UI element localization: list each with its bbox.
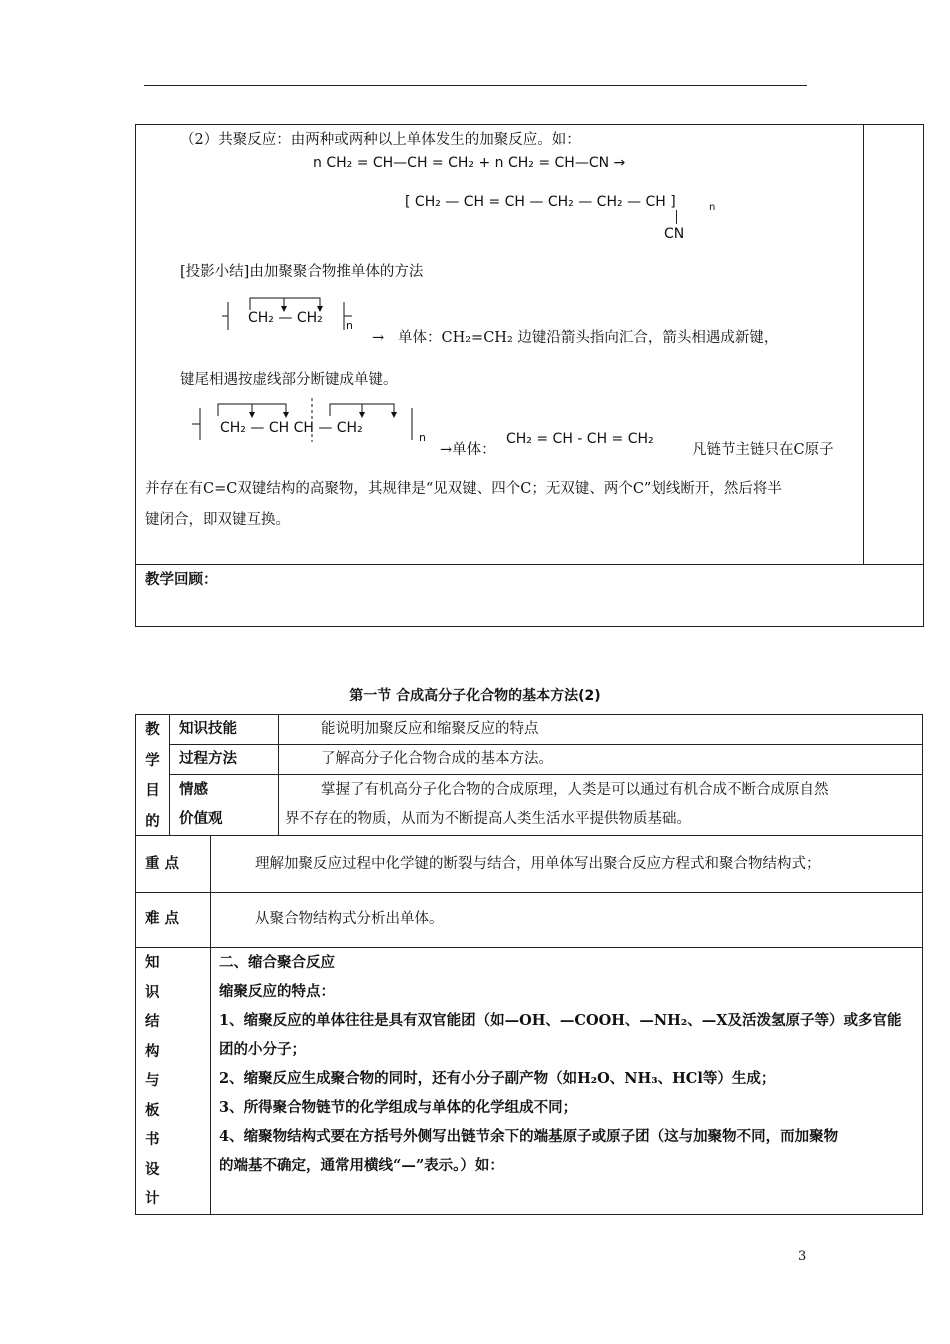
monomer-2-formula: CH₂ = CH - CH = CH₂ xyxy=(506,431,654,447)
content-line-3: 1、缩聚反应的单体往往是具有双官能团（如—OH、—COOH、—NH₂、—X及活泼氢原子等）或多官能 xyxy=(219,1012,902,1029)
key-text: 理解加聚反应过程中化学键的断裂与结合，用单体写出聚合反应方程式和聚合物结构式； xyxy=(255,856,821,872)
polybutadiene-formula: CH₂ — CH CH — CH₂ xyxy=(220,420,363,436)
knowledge-label: 知识技能 xyxy=(179,720,237,737)
key-label: 重 点 xyxy=(145,855,180,872)
content-line-7: 4、缩聚物结构式要在方括号外侧写出链节余下的端基原子或原子团（这与加聚物不同，而加聚物 xyxy=(219,1128,839,1145)
rule-line-1: 并存在有C=C双键结构的高聚物，其规律是“见双键、四个C；无双键、两个C”划线断开，然后将半 xyxy=(145,481,782,497)
content-line-4: 团的小分子； xyxy=(219,1041,306,1058)
emotion-label-2: 价值观 xyxy=(179,810,223,827)
content-line-2: 缩聚反应的特点： xyxy=(219,983,335,1000)
arrow-1: → xyxy=(372,330,385,346)
top-table-divider-v xyxy=(863,124,864,564)
monomer-1-continuation: 键尾相遇按虚线部分断键成单键。 xyxy=(180,372,398,388)
polyethylene-subscript: n xyxy=(346,319,353,332)
knowledge-text: 能说明加聚反应和缩聚反应的特点 xyxy=(321,721,539,737)
lesson-title: 第一节 合成高分子化合物的基本方法(2) xyxy=(349,688,601,704)
monomer-2-label: →单体： xyxy=(440,442,496,458)
page-number: 3 xyxy=(798,1249,807,1264)
process-label: 过程方法 xyxy=(179,750,237,767)
emotion-text-1: 掌握了有机高分子化合物的合成原理，人类是可以通过有机合成不断合成原自然 xyxy=(321,782,829,798)
copoly-product: [ CH₂ — CH = CH — CH₂ — CH₂ — CH ] xyxy=(405,194,676,210)
copoly-branch-cn: CN xyxy=(664,226,685,242)
difficulty-label-cell xyxy=(135,892,211,948)
knowledge-text-cell xyxy=(278,714,923,745)
process-label-cell xyxy=(169,744,279,775)
emotion-label-1: 情感 xyxy=(179,781,208,798)
review-label: 教学回顾： xyxy=(145,571,218,588)
copoly-equation: n CH₂ = CH—CH = CH₂ + n CH₂ = CH—CN → xyxy=(313,155,626,171)
difficulty-label: 难 点 xyxy=(145,910,180,927)
content-line-1: 二、缩合聚合反应 xyxy=(219,954,335,971)
difficulty-text: 从聚合物结构式分析出单体。 xyxy=(255,911,444,927)
structure-content-cell xyxy=(210,947,923,1215)
polybutadiene-subscript: n xyxy=(419,431,426,444)
structure-label: 知 识 结 构 与 板 书 设 计 xyxy=(135,947,211,1215)
content-line-8: 的端基不确定，通常用横线“—”表示。）如： xyxy=(219,1157,504,1174)
process-text: 了解高分子化合物合成的基本方法。 xyxy=(321,751,553,767)
copoly-product-subscript: n xyxy=(709,202,716,213)
monomer-1-text: 单体：CH₂=CH₂ 边键沿箭头指向汇合，箭头相遇成新键， xyxy=(398,330,779,346)
emotion-label-cell xyxy=(169,774,279,836)
header-rule xyxy=(144,85,807,86)
content-line-5: 2、缩聚反应生成聚合物的同时，还有小分子副产物（如H₂O、NH₃、HCl等）生成； xyxy=(219,1070,776,1087)
knowledge-label-cell xyxy=(169,714,279,745)
copoly-intro: （2）共聚反应：由两种或两种以上单体发生的加聚反应。如： xyxy=(180,132,581,148)
key-text-cell xyxy=(210,835,923,893)
rule-line-2: 键闭合，即双键互换。 xyxy=(145,512,290,528)
emotion-text-2: 界不存在的物质，从而为不断提高人类生活水平提供物质基础。 xyxy=(285,811,691,827)
copoly-branch-bond xyxy=(676,210,677,224)
process-text-cell xyxy=(278,744,923,775)
summary-heading: [投影小结]由加聚聚合物推单体的方法 xyxy=(180,264,424,280)
goal-label: 教 学 目 的 xyxy=(135,714,170,836)
emotion-text-cell xyxy=(278,774,923,836)
polyethylene-formula: CH₂ — CH₂ xyxy=(248,310,323,326)
key-label-cell xyxy=(135,835,211,893)
top-table-divider-h xyxy=(135,564,923,565)
difficulty-text-cell xyxy=(210,892,923,948)
rule-note: 凡链节主链只在C原子 xyxy=(692,442,834,458)
content-line-6: 3、所得聚合物链节的化学组成与单体的化学组成不同； xyxy=(219,1099,578,1116)
